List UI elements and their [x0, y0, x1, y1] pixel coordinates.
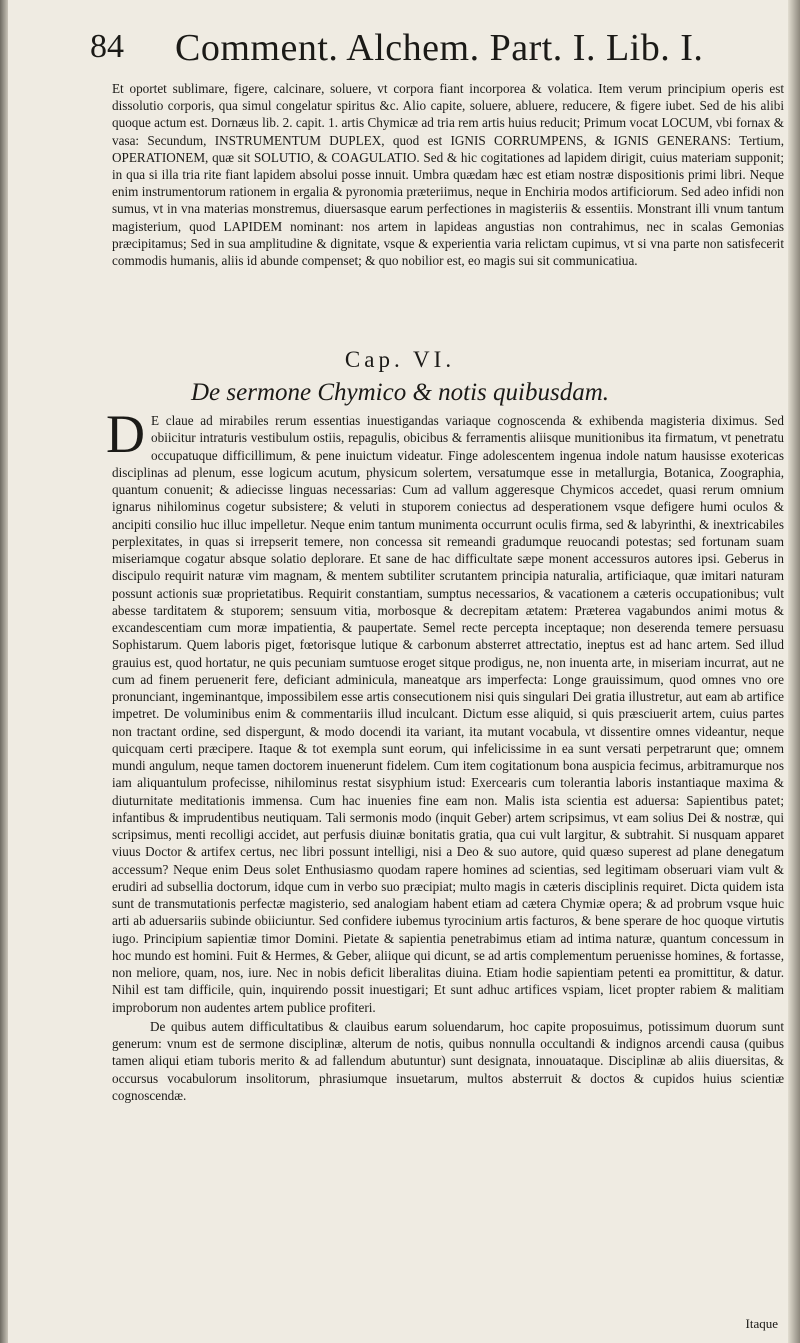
- chapter-number: Cap. VI.: [344, 347, 456, 372]
- running-head: Comment. Alchem. Part. I. Lib. I.: [175, 27, 704, 69]
- page-header: [90, 24, 790, 74]
- main-paragraph-1-text: E claue ad mirabiles rerum essentias inuestigandas variaque cognoscenda & exhibenda magisteria diximus. Sed obiicitur intraturis vestibulum ostiis, repagulis, obicibus & ferramentis aliisque munitionibus ita firmatum, vt penetratu occupatuque difficillimum, & pene inuictum videatur. Finge adolescentem ingenua indole natum hausisse exotericas disciplinas ad plenum, esse logicum acutum, physicum solertem, versatumque esse in metallurgia, Botanica, Zoographia, quantum conuenit; & adiecisse linguas necessarias: Cum ad vallum aggeresque Chymicos accedet, quasi rerum omnium ignarus nihilominus cogetur subsistere; & veluti in stuporem coniectus ad desperationem vsque defigere humi oculos & ancipiti consilio huc illuc impelletur. Neque enim tantum munimenta occurrunt oculis firma, sed & labyrinthi, & inextricabiles perplexitates, in quas si irrepserit temere, non concessa sit remeandi gradumque reuocandi potestas; sed fortunam suam miseriamque cogatur absque solatio deplorare. Et sane de hac difficultate sæpe monent accessuros autores ipsi. Geberus in discipulo requirit naturæ vim magnam, & mentem subtiliter scrutantem principia naturalia, artificiaque, quæ imitari naturam possunt actionis suæ proprietatibus. Requirit constantiam, sumptus necessarios, & vacationem a cæteris occupationibus; vult abesse tarditatem & stuporem; sensuum vitia, morbosque & decrepitam ætatem: Præterea vagabundos animi motus & excandescentiam cum moræ impatientia, & paupertate. Semel recte percepta inceptaque; non deserenda temere persuasu Sophistarum. Quem laboris piget, fœtorisque lutique & carbonum absterret attrectatio, ineptus est ad hanc artem. Sed illud grauius est, quod hortatur, ne quis pecuniam sumtuose eroget sitque prodigus, ne, non inuenta arte, in miseriam incurrat, aut ne cum ad finem peruenerit fere, deficiant adminicula, maneatque ars imperfecta: Longe grauissimum, quod omnes vno ore pronunciant, ingeminantque, impossibilem esse artis consecutionem nisi quis singulari Dei gratia illustretur, aut eam ab artifice impetret. De voluminibus enim & commentariis illud inculcant. Dictum esse aliquid, si quis præsciuerit artem, cuius partes non tractant ordine, sed dispergunt, & modo docendi ita variant, ita mutant vocabula, vt dissentire omnes videantur, neque quicquam certi præcipere. Itaque & tot exempla sunt eorum, qui infelicissime in ea sunt versati perpetrarunt que; omnem mundi angulum, neque tamen doctorem inuenerunt fidelem. Cum item cogitationum bona auspicia fecimus, arbitramurque nos iam aliquantulum profecisse, nihilominus restat sisyphium istud: Exercearis cum tolerantia laboris instantiaque maxima & diuturnitate meditationis immensa. Cum hac inuenies fine eam non. Malis ista scientia est aduersa: Sapientibus patet; infantibus & imprudentibus neutiquam. Tali sermonis modo (inquit Geber) artem scripsimus, vt eam solius Dei & nostræ, qui scripsimus, menti recolligi accidet, aut perfusis diuinæ bonitatis gratia, qua cui vult largitur, & subtrahit. Si nusquam apparet viuus Doctor & artifex certus, nec libri possunt intelligi, nisi a Deo & suo autore, quid quæso superest ad plane denegatum accessum? Neque enim Deus solet Enthusiasmo quodam rapere homines ad scientias, sed legitimam obseruari viam vult & erudiri ad subsellia doctorum, idque cum in verbo suo præcipiat; multo magis in cæteris disciplinis requiret. Dicta quidem ista sunt de transmutationis perfectæ magisterio, sed analogiam habent etiam ad cætera Chymiæ opera; & ad probrum vsque huic arti ab aduersariis subinde obiiciuntur. Sed confidere iubemus tyrocinium artis facturos, & bene sperare de hoc quoque virtutis iugo. Principium sapientiæ timor Domini. Pietate & sapientia penetrabimus etiam ad intima naturæ, quantum concessum in hoc mundo est homini. Fuit & Hermes, & Geber, aliique qui dicunt, se ad artis complementum peruenisse homines, & fortasse, non meliore, quam, nos, iure. Nec in nobis deficit liberalitas diuina. Etiam hodie sapientiam petenti ea promittitur, & datur. Nihil est tam difficile, quin, inquirendo possit inuestigari; Et sunt adhuc artifices vspiam, licet propter rabiem & malitiam improborum non audentes artem publice profiteri.: [112, 413, 784, 1015]
- top-paragraph-block: [112, 80, 784, 269]
- main-paragraph-1: [106, 404, 784, 1016]
- main-text-block: [106, 404, 784, 1104]
- chapter-title: De sermone Chymico & notis quibusdam.: [190, 379, 610, 406]
- page-number: 84: [90, 28, 124, 65]
- top-paragraph: Et oportet sublimare, figere, calcinare, soluere, vt corpora fiant incorporea & volatica. Item verum principium operis est dissolutio corporis, qua simul congelatur spiritus &c. Alio capite, soluere, abluere, reducere, & figere iubet. Sed de his alibi quoque actum est. Dornæus lib. 2. capit. 1. artis Chymicæ ad tria rem artis huius reducit; Primum vocat LOCUM, vbi fornax & vasa: Secundum, INSTRUMENTUM DUPLEX, quod est IGNIS CORRUMPENS, & IGNIS GENERANS: Tertium, OPERATIONEM, quæ sit SOLUTIO, & COAGULATIO. Sed & hic cogitationes ad lapidem dirigit, cuius materiam supponit; in qua si illa tria rite fiant lapidem absolui posse innuit. Umbra quædam hæc est etiam nostræ dispositionis primi libri. Neque enim instrumentorum rationem in ergalia & pyronomia præteriimus, neque in Enchiria modos artificiorum. Sed adeo infidi non sumus, vt in vna materias monstremus, diuersasque earum perfectiones in magisteriis & essentiis. Monstrant illi vnum tantum magisterium, quod LAPIDEM nominant: nos artem in lapideas angustias non contrahimus, nec in scalas Gemonias præcipitamus; Sed in sua amplitudine & dignitate, vsque & experientia varia relictam cupimus, vt si vna parte non satisfecerit commodis humanis, aliis id abunde compenset; & quo nobilior est, eo magis sui sit communicatiua.: [112, 81, 784, 269]
- page-gutter-shadow: [0, 0, 8, 1343]
- catchword: Itaque: [745, 1316, 778, 1331]
- drop-cap: D: [106, 404, 145, 464]
- main-paragraph-2: De quibus autem difficultatibus & clauibus earum soluendarum, hoc capite proposuimus, potissimum duorum sunt generum: vnum est de sermone disciplinæ, alterum de notis, quibus nonnulla occultandi & indignos arcendi causa (quibus tamen aliqui etiam tuboris merito & ad fallendum abutuntur) sunt designata, innouataque. Disciplinæ ab aliis diuersitas, & occursus vocabulorum insolitorum, phrasiumque insuetarum, multos absterruit & doctos & cupidos huius scientiæ cognoscendæ.: [112, 1018, 784, 1103]
- page-edge-shadow: [788, 0, 800, 1343]
